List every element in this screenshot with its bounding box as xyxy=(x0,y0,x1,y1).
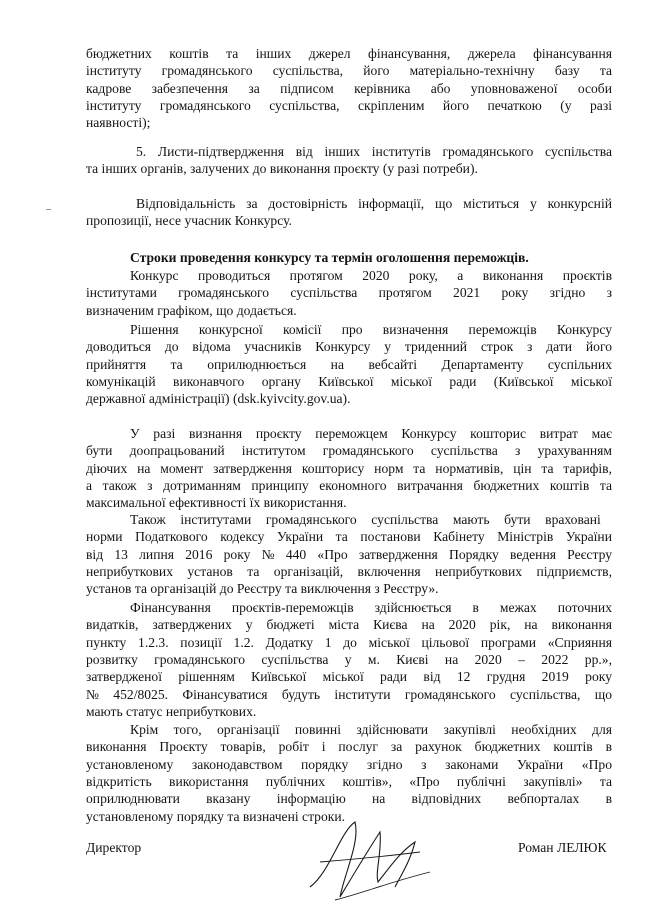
paragraph-line: мають статус неприбуткових. xyxy=(86,703,257,719)
section-heading: Строки проведення конкурсу та термін оголошення переможців. xyxy=(130,250,529,265)
paragraph-line: бути доопрацьований інститутом громадянського суспільства з урахуванням xyxy=(86,443,612,459)
paragraph-line: наявності); xyxy=(86,115,151,131)
paragraph-line: № 452/8025. Фінансуватися будуть інститути громадянського суспільства, що xyxy=(86,686,612,702)
paragraph-line: установленому законодавством порядку згідно з законами України «Про xyxy=(86,756,612,772)
signatory-title: Директор xyxy=(86,840,142,855)
paragraph-line: 5. Листи-підтвердження від інших інститутів громадянського суспільства xyxy=(136,144,612,159)
paragraph-line: видатків, затверджених у бюджеті міста Києва на 2020 рік, на виконання xyxy=(86,617,612,633)
paragraph-line: пункту 1.2.3. позиції 1.2. Додатку 1 до міської цільової програми «Сприяння xyxy=(86,634,612,650)
paragraph-line: Крім того, організації повинні здійснювати закупівлі необхідних для xyxy=(130,722,612,737)
paragraph-line: виконання Проєкту товарів, робіт і послуг за рахунок бюджетних коштів в xyxy=(86,739,612,755)
paragraph-line: та інших органів, залучених до виконання проєкту (у разі потреби). xyxy=(86,161,478,177)
paragraph-line: від 13 липня 2016 року № 440 «Про затвердження Порядку ведення Реєстру xyxy=(86,546,612,562)
paragraph-line: Фінансування проєктів-переможців здійснюється в межах поточних xyxy=(130,600,612,615)
paragraph-line: відкритість використання публічних коштів», «Про публічні закупівлі» та xyxy=(86,773,612,789)
paragraph-line: інституту громадянського суспільства, скріпленим його печаткою (у разі xyxy=(86,97,612,113)
signature-block xyxy=(86,840,626,860)
paragraph-line: а також з дотриманням принципу економного витрачання бюджетних коштів та xyxy=(86,477,612,493)
paragraph-line: прийняття та оприлюднюється на вебсайті Департаменту суспільних xyxy=(86,356,612,372)
paragraph-line: розвитку громадянського суспільства у м. Києві на 2020 – 2022 рр.», xyxy=(86,651,612,667)
paragraph-line: інституту громадянського суспільства, його матеріально-технічну базу та xyxy=(86,63,612,79)
paragraph-line: максимальної ефективності їх використання. xyxy=(86,495,347,511)
paragraph-line: інститутами громадянського суспільства протягом 2021 року згідно з xyxy=(86,285,612,301)
paragraph-line: оприлюднювати вказану інформацію на відповідних вебпорталах в xyxy=(86,791,612,807)
paragraph-line: Відповідальність за достовірність інформації, що міститься у конкурсній xyxy=(136,196,612,211)
paragraph-line: визначеним графіком, що додається. xyxy=(86,302,297,318)
paragraph-line: пропозиції, несе учасник Конкурсу. xyxy=(86,213,292,229)
paragraph-line: бюджетних коштів та інших джерел фінансування, джерела фінансування xyxy=(86,46,612,61)
paragraph-line: доводиться до відома учасників Конкурсу у триденний строк з дати його xyxy=(86,339,612,355)
margin-mark: – xyxy=(46,204,51,215)
paragraph-line: затвердженої рішенням Київської міської ради від 12 грудня 2019 року xyxy=(86,669,612,685)
paragraph-line: неприбуткових установ та організацій, включення неприбуткових підприємств, xyxy=(86,563,612,579)
paragraph-line: норми Податкового кодексу України та постанови Кабінету Міністрів України xyxy=(86,529,612,545)
paragraph-line: державної адміністрації) (dsk.kyivcity.gov.ua). xyxy=(86,391,351,407)
paragraph-line: У разі визнання проєкту переможцем Конкурсу кошторис витрат має xyxy=(130,426,612,441)
paragraph-line: Також інститутами громадянського суспільства мають бути враховані xyxy=(130,512,601,527)
paragraph-line: кадрове забезпечення за підписом керівника або уповноваженої особи xyxy=(86,80,612,96)
paragraph-line: установленому порядку та визначені строки. xyxy=(86,808,346,824)
paragraph-line: Конкурс проводиться протягом 2020 року, а виконання проєктів xyxy=(130,268,612,283)
paragraph-line: комунікацій виконавчого органу Київської міської ради (Київської міської xyxy=(86,373,612,389)
paragraph-line: Рішення конкурсної комісії про визначення переможців Конкурсу xyxy=(130,322,612,337)
signatory-name: Роман ЛЕЛЮК xyxy=(518,840,607,855)
paragraph-line: діючих на момент затвердження кошторису норм та нормативів, цін та тарифів, xyxy=(86,460,612,476)
paragraph-line: установ та організацій до Реєстру та виключення з Реєстру». xyxy=(86,581,439,597)
